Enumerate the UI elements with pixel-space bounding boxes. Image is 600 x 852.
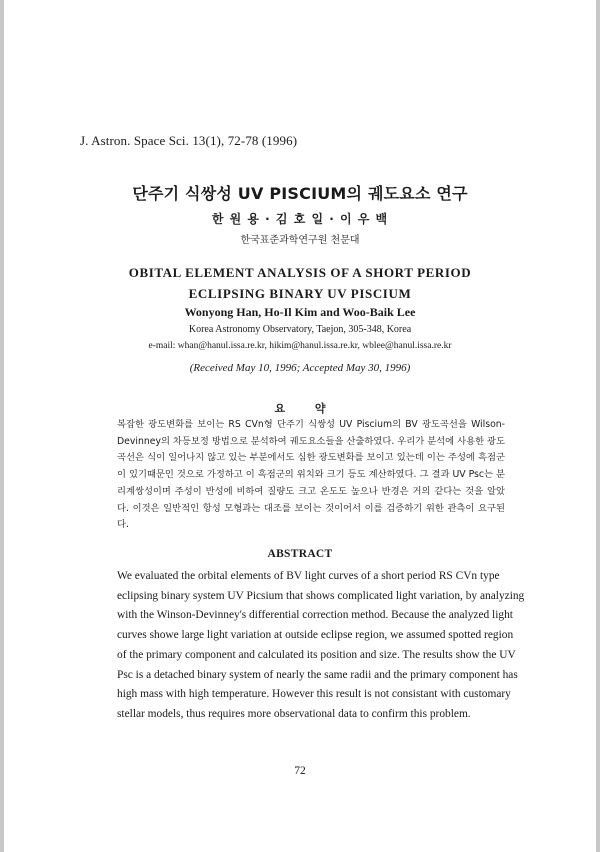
- abstract-text: [117, 567, 525, 725]
- page-number: 72: [294, 765, 306, 777]
- received-dates: (Received May 10, 1996; Accepted May 30, 1996): [189, 362, 411, 374]
- scan-border-left: [0, 0, 4, 852]
- abstract-line: Psc is a detached binary system of nearly the same radii and the primary component has: [117, 668, 518, 681]
- korean-abstract-text: 복잡한 광도변화를 보이는 RS CVn형 단주기 식쌍성 UV Piscium의 BV 광도곡선을 Wilson-Devinney의 차등보정 방법으로 분석하여 궤도요소들을 산출하였다. 우리가 분석에 사용한 광도곡선은 식이 일어나지 않고 있는 부분에서도 심한 광도변화를 보이고 있는데 이는 주성에 흑점군이 있기때문인 것으로 가정하고 이 흑점군의 위치와 크기 등도 계산하였다. 그 결과 UV Psc는 분리계쌍성이며 주성이 반성에 비하여 질량도 크고 온도도 높으나 반경은 거의 같다는 것을 알았다. 이것은 일반적인 항성 모형과는 대조를 보이는 것이어서 이를 검증하기 위한 관측이 요구된다.: [117, 419, 505, 531]
- english-authors: Wonyong Han, Ho-Il Kim and Woo-Baik Lee: [184, 305, 416, 319]
- english-title-line-2: ECLIPSING BINARY UV PISCIUM: [188, 286, 412, 301]
- korean-affiliation: 한국표준과학연구원 천문대: [240, 235, 360, 246]
- english-title-line-1: OBITAL ELEMENT ANALYSIS OF A SHORT PERIOD: [128, 265, 472, 280]
- korean-title: 단주기 식쌍성 UV PISCIUM의 궤도요소 연구: [132, 184, 468, 203]
- abstract-line: of the primary component and calculated its position and size. The results show the UV: [117, 648, 516, 661]
- scan-border-right: [596, 0, 600, 852]
- korean-abstract-heading: 요 약: [274, 402, 326, 415]
- korean-authors: 한 원 용 · 김 호 일 · 이 우 백: [211, 212, 389, 226]
- journal-reference: J. Astron. Space Sci. 13(1), 72-78 (1996): [80, 133, 298, 148]
- abstract-line: We evaluated the orbital elements of BV light curves of a short period RS CVn type: [117, 570, 500, 582]
- author-emails: e-mail: whan@hanul.issa.re.kr, hikim@hanul.issa.re.kr, wblee@hanul.issa.re.kr: [148, 341, 452, 351]
- abstract-line: high mass with high temperature. However this result is not consistant with customary: [117, 688, 511, 701]
- english-affiliation: Korea Astronomy Observatory, Taejon, 305-348, Korea: [188, 324, 412, 335]
- abstract-line: curves showe large light variation at outside eclipse region, we assumed spotted region: [117, 629, 514, 642]
- abstract-line: stellar models, thus requires more observational data to confirm this problem.: [117, 707, 471, 720]
- abstract-line: eclipsing binary system UV Picsium that shows complicated light variation, by analyzing: [117, 589, 525, 602]
- english-title: [0, 262, 600, 304]
- abstract-line: with the Winson-Devinney's differential correction method. Because the analyzed light: [117, 609, 513, 622]
- abstract-heading: ABSTRACT: [267, 548, 333, 560]
